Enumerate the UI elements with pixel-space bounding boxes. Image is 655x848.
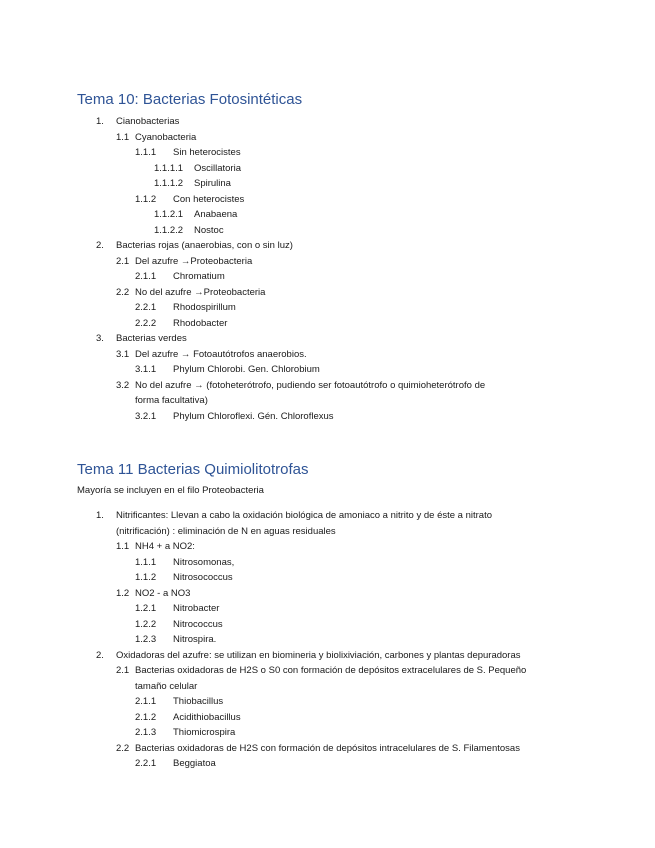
- outline-item-number: 3.: [96, 333, 104, 344]
- outline-item-text: No del azufre →Proteobacteria: [135, 286, 266, 298]
- outline-item-number: 2.1.3: [135, 727, 157, 738]
- outline-item-text: Phylum Chloroflexi. Gén. Chloroflexus: [173, 410, 334, 422]
- outline-item-number: 2.1.1: [135, 696, 157, 707]
- outline-item-text: Acidithiobacillus: [173, 711, 241, 723]
- outline-item-number: 1.2.3: [135, 634, 157, 645]
- outline-item-text: Nitrificantes: Llevan a cabo la oxidación biológica de amoniaco a nitrito y de éste a nitrato: [116, 510, 492, 521]
- outline-item-text: Anabaena: [194, 209, 238, 220]
- outline-item-text: No del azufre → (fotoheterótrofo, pudiendo ser fotoautótrofo o quimioheterótrofo de: [135, 379, 486, 391]
- outline-item-text: forma facultativa): [135, 395, 208, 406]
- outline-item-text: Nitrosomonas,: [173, 556, 235, 568]
- outline-item-text: Del azufre →Proteobacteria: [135, 255, 253, 267]
- outline-item-text: tamaño celular: [135, 680, 198, 692]
- outline-item-number: 2.1: [116, 665, 130, 676]
- outline-item-number: 2.: [96, 240, 104, 251]
- outline-item-text: Bacterias rojas (anaerobias, con o sin luz): [116, 240, 293, 251]
- outline-item-number: 1.2.2: [135, 618, 157, 630]
- outline-item-text: Rhodospirillum: [173, 302, 236, 313]
- outline-item-text: Nostoc: [194, 224, 224, 236]
- outline-item-text: Nitrobacter: [173, 603, 220, 614]
- outline-item-number: 3.2: [116, 379, 130, 391]
- outline-item-number: 2.2.1: [135, 302, 157, 313]
- outline-item-number: 3.2.1: [135, 410, 157, 422]
- outline-item-text: Nitrosococcus: [173, 572, 233, 583]
- outline-item-number: 1.1.1: [135, 147, 157, 158]
- outline-item-text: Del azufre → Fotoautótrofos anaerobios.: [135, 348, 307, 360]
- outline-item-number: 1.1.1.2: [154, 178, 184, 189]
- outline-item-number: 1.1.2: [135, 572, 157, 583]
- section-2-subtitle: Mayoría se incluyen en el filo Proteobacteria: [77, 485, 264, 496]
- outline-item-number: 2.2: [116, 742, 130, 754]
- section-1-title: Tema 10: Bacterias Fotosintéticas: [77, 91, 303, 108]
- outline-item-number: 2.1.2: [135, 711, 157, 723]
- outline-item-text: Thiomicrospira: [173, 727, 236, 738]
- outline-item-text: Chromatium: [173, 271, 225, 282]
- outline-item-number: 1.1.2.2: [154, 224, 184, 236]
- outline-item-text: NH4 + a NO2:: [135, 541, 195, 552]
- outline-item-text: Phylum Chlorobi. Gen. Chlorobium: [173, 364, 320, 375]
- outline-item-text: Cianobacterias: [116, 116, 180, 127]
- outline-item-number: 3.1: [116, 348, 130, 360]
- outline-item-text: Oscillatoria: [194, 162, 241, 174]
- outline-item-text: Bacterias verdes: [116, 333, 187, 344]
- outline-item-text: Bacterias oxidadoras de H2S con formación de depósitos intracelulares de S. Filamentosas: [135, 742, 520, 754]
- outline-item-text: Rhodobacter: [173, 317, 228, 329]
- outline-item-text: Nitrospira.: [173, 634, 217, 645]
- outline-item-number: 1.1: [116, 541, 130, 552]
- outline-item-number: 2.2.1: [135, 758, 157, 769]
- outline-item-number: 1.2.1: [135, 603, 157, 614]
- outline-item-number: 3.1.1: [135, 364, 157, 375]
- outline-item-text: NO2 - a NO3: [135, 587, 191, 599]
- outline-item-text: Bacterias oxidadoras de H2S o S0 con formación de depósitos extracelulares de S. Pequeño: [135, 665, 527, 676]
- outline-item-text: Beggiatoa: [173, 758, 216, 769]
- outline-item-number: 1.1.2: [135, 193, 157, 205]
- outline-item-text: Con heterocistes: [173, 193, 245, 205]
- outline-item-text: Nitrococcus: [173, 618, 223, 630]
- outline-item-number: 1.1.2.1: [154, 209, 184, 220]
- outline-item-text: Spirulina: [194, 178, 231, 189]
- outline-item-number: 2.2: [116, 286, 130, 298]
- outline-item-number: 1.1: [116, 131, 130, 143]
- outline-item-number: 2.1: [116, 255, 130, 267]
- outline-item-number: 1.1.1.1: [154, 162, 184, 174]
- outline-item-number: 2.2.2: [135, 317, 157, 329]
- outline-item-text: Sin heterocistes: [173, 147, 241, 158]
- outline-item-number: 1.2: [116, 587, 130, 599]
- outline-item-text: (nitrificación) : eliminación de N en aguas residuales: [116, 525, 336, 537]
- outline-item-number: 2.: [96, 649, 104, 661]
- section-2-title: Tema 11 Bacterias Quimiolitotrofas: [77, 461, 309, 478]
- outline-item-text: Thiobacillus: [173, 696, 224, 707]
- outline-item-number: 2.1.1: [135, 271, 157, 282]
- outline-item-text: Oxidadoras del azufre: se utilizan en biomineria y biolixiviación, carbones y plantas depuradoras: [116, 649, 521, 661]
- outline-item-number: 1.: [96, 116, 104, 127]
- outline-item-number: 1.: [96, 510, 104, 521]
- outline-item-text: Cyanobacteria: [135, 131, 197, 143]
- outline-item-number: 1.1.1: [135, 556, 157, 568]
